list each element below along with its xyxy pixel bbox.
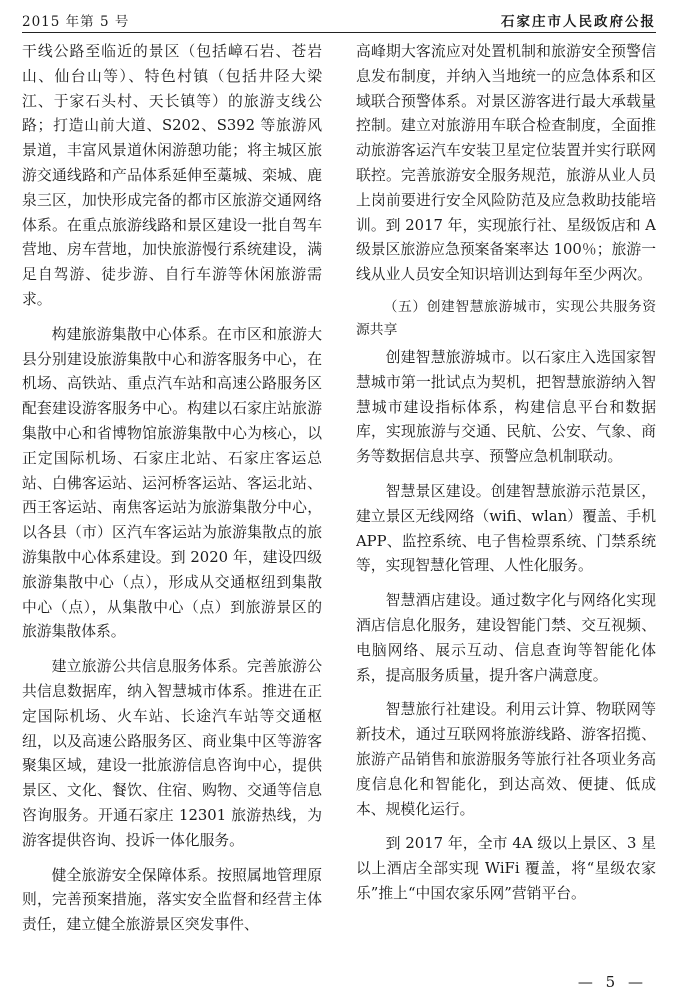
publication-title: 石家庄市人民政府公报 bbox=[501, 14, 656, 30]
paragraph: 高峰期大客流应对处置机制和旅游安全预警信息发布制度，并纳入当地统一的应急体系和区域联合预警体系。对景区游客进行最大承载量控制。建立对旅游用车联合检查制度，全面推动旅游客运汽车安装卫星定位装置并实行联网联控。完善旅游安全服务规范，旅游从业人员上岗前要进行安全风险防范及应急救助技能培训。到 2017 年，实现旅行社、星级饭店和 A 级景区旅游应急预案备案率达 100％；旅游一线从业人员安全知识培训达到每年至少两次。 bbox=[356, 43, 656, 284]
section-heading: （五）创建智慧旅游城市，实现公共服务资源共享 bbox=[356, 298, 656, 338]
paragraph: 智慧旅行社建设。利用云计算、物联网等新技术，通过互联网将旅游线路、游客招揽、旅游产品销售和旅游服务等旅行社各项业务高度信息化和智能化，到达高效、便捷、低成本、规模化运行。 bbox=[356, 701, 656, 818]
page-number: — 5 — bbox=[577, 973, 647, 991]
page-header bbox=[22, 6, 656, 33]
paragraph: 创建智慧旅游城市。以石家庄入选国家智慧城市第一批试点为契机，把智慧旅游纳入智慧城市建设指标体系，构建信息平台和数据库，实现旅游与交通、民航、公安、气象、商务等数据信息共享、预警应急机制联动。 bbox=[356, 348, 656, 466]
issue-label: 2015 年第 5 号 bbox=[22, 14, 130, 30]
paragraph: 干线公路至临近的景区（包括嶂石岩、苍岩山、仙台山等）、特色村镇（包括井陉大梁江、于家石头村、天长镇等）的旅游支线公路；打造山前大道、S202、S392 等旅游风景道，丰富风景道休闲游憩功能；将主城区旅游交通线路和产品体系延伸至藁城、栾城、鹿泉三区，加快形成完备的都市区旅游交通网络体系。在重点旅游线路和景区建设一批自驾车营地、房车营地，加快旅游慢行系统建设，满足自驾游、徒步游、自行车游等休闲旅游需求。 bbox=[22, 43, 322, 308]
paragraph: 健全旅游安全保障体系。按照属地管理原则，完善预案措施，落实安全监督和经营主体责任，建立健全旅游景区突发事件、 bbox=[22, 866, 322, 934]
paragraph: 智慧景区建设。创建智慧旅游示范景区，建立景区无线网络（wifi、wlan）覆盖、手机 APP、监控系统、电子售检票系统、门禁系统等，实现智慧化管理、人性化服务。 bbox=[356, 482, 656, 575]
paragraph: 到 2017 年，全市 4A 级以上景区、3 星以上酒店全部实现 WiFi 覆盖，将“星级农家乐”推上“中国农家乐网”营销平台。 bbox=[356, 835, 656, 902]
paragraph: 构建旅游集散中心体系。在市区和旅游大县分别建设旅游集散中心和游客服务中心，在机场、高铁站、重点汽车站和高速公路服务区配套建设游客服务中心。构建以石家庄站旅游集散中心和省博物馆旅游集散中心为核心，以正定国际机场、石家庄北站、石家庄客运总站、白佛客运站、运河桥客运站、客运北站、西王客运站、南焦客运站为旅游集散分中心，以各县（市）区汽车客运站为旅游集散点的旅游集散中心体系建设。到 2020 年，建设四级旅游集散中心（点），形成从交通枢纽到集散中心（点），从集散中心（点）到旅游景区的旅游集散体系。 bbox=[22, 325, 322, 641]
paragraph: 智慧酒店建设。通过数字化与网络化实现酒店信息化服务，建设智能门禁、交互视频、电脑网络、展示互动、信息查询等智能化体系，提高服务质量，提升客户满意度。 bbox=[356, 592, 656, 684]
left-column bbox=[22, 40, 322, 960]
paragraph: 建立旅游公共信息服务体系。完善旅游公共信息数据库，纳入智慧城市体系。推进在正定国际机场、火车站、长途汽车站等交通枢纽，以及高速公路服务区、商业集中区等游客聚集区域，建设一批旅游信息咨询中心，提供景区、文化、餐饮、住宿、购物、交通等信息咨询服务。开通石家庄 12301 旅游热线，为游客提供咨询、投诉一体化服务。 bbox=[22, 658, 322, 849]
right-column bbox=[356, 40, 656, 960]
